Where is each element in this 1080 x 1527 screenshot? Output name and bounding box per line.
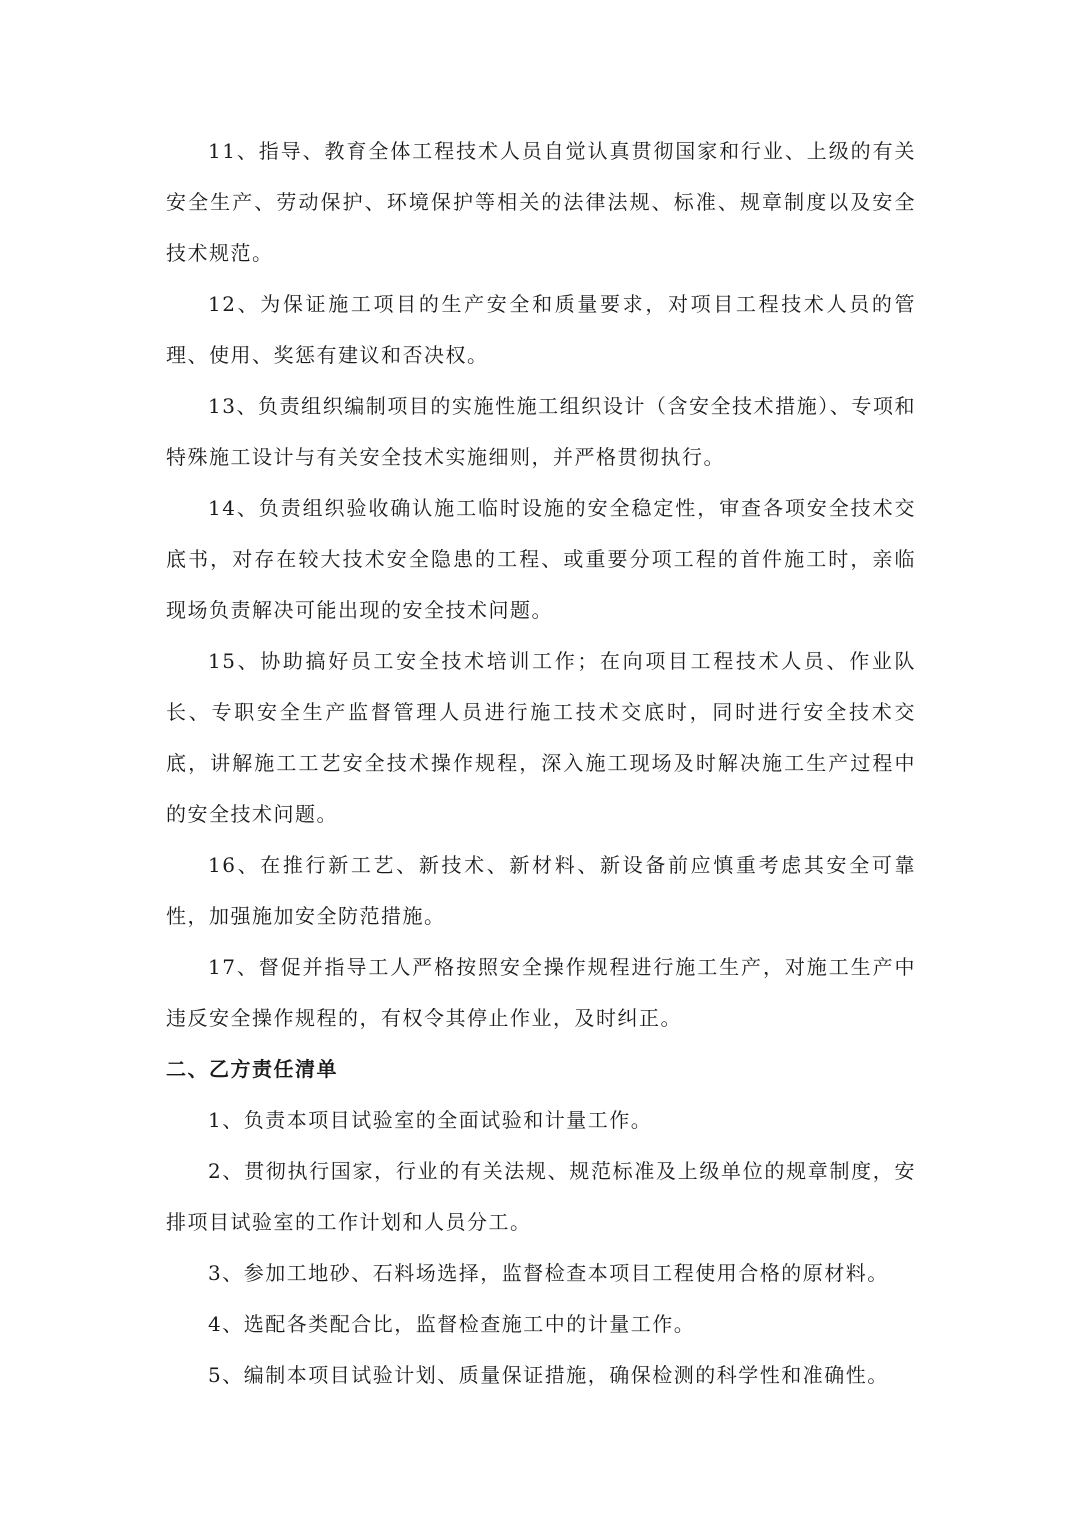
paragraph-item-17: 17、督促并指导工人严格按照安全操作规程进行施工生产，对施工生产中违反安全操作规程的，有权令其停止作业，及时纠正。	[166, 955, 916, 1030]
paragraph-item-15: 15、协助搞好员工安全技术培训工作；在向项目工程技术人员、作业队长、专职安全生产监督管理人员进行施工技术交底时，同时进行安全技术交底，讲解施工工艺安全技术操作规程，深入施工现场及时解决施工生产过程中的安全技术问题。	[166, 649, 916, 826]
paragraph-item-16: 16、在推行新工艺、新技术、新材料、新设备前应慎重考虑其安全可靠性，加强施加安全防范措施。	[166, 853, 916, 928]
paragraph-item-13: 13、负责组织编制项目的实施性施工组织设计（含安全技术措施）、专项和特殊施工设计与有关安全技术实施细则，并严格贯彻执行。	[166, 394, 916, 469]
paragraph-item-b3: 3、参加工地砂、石料场选择，监督检查本项目工程使用合格的原材料。	[208, 1261, 889, 1285]
paragraph-item-b1: 1、负责本项目试验室的全面试验和计量工作。	[208, 1108, 653, 1132]
paragraph-item-b2: 2、贯彻执行国家，行业的有关法规、规范标准及上级单位的规章制度，安排项目试验室的工作计划和人员分工。	[166, 1159, 916, 1234]
paragraph-item-b5: 5、编制本项目试验计划、质量保证措施，确保检测的科学性和准确性。	[208, 1363, 889, 1387]
document-body	[166, 126, 916, 1401]
paragraph-item-b4: 4、选配各类配合比，监督检查施工中的计量工作。	[208, 1312, 696, 1336]
paragraph-item-12: 12、为保证施工项目的生产安全和质量要求，对项目工程技术人员的管理、使用、奖惩有建议和否决权。	[166, 292, 916, 367]
section-heading: 二、乙方责任清单	[166, 1057, 338, 1081]
paragraph-item-14: 14、负责组织验收确认施工临时设施的安全稳定性，审查各项安全技术交底书，对存在较大技术安全隐患的工程、或重要分项工程的首件施工时，亲临现场负责解决可能出现的安全技术问题。	[166, 496, 916, 622]
paragraph-item-11: 11、指导、教育全体工程技术人员自觉认真贯彻国家和行业、上级的有关安全生产、劳动保护、环境保护等相关的法律法规、标准、规章制度以及安全技术规范。	[166, 139, 916, 265]
